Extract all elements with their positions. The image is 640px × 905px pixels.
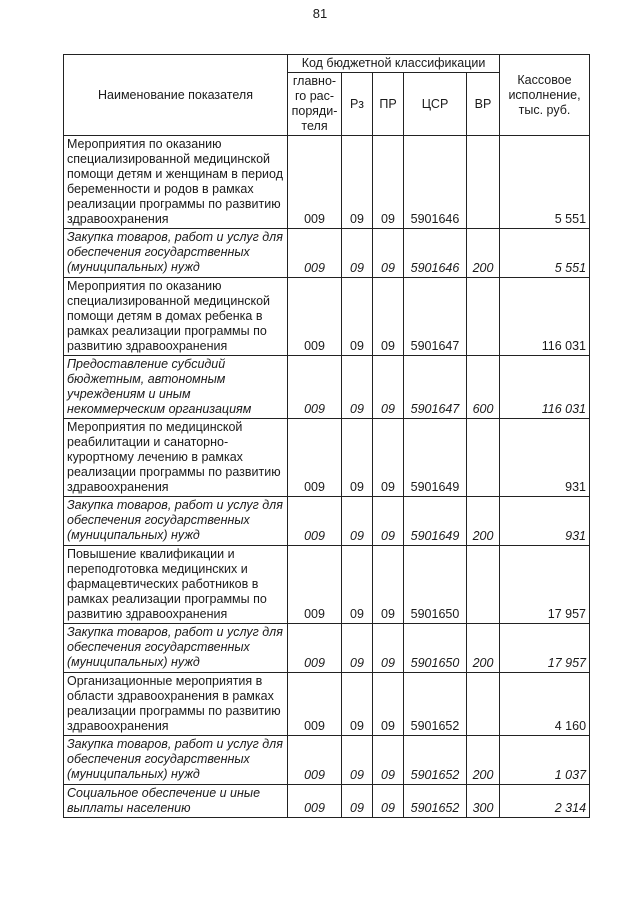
row-rz: 09: [342, 419, 373, 497]
row-gr: 009: [288, 673, 342, 736]
row-amount: 5 551: [500, 229, 590, 278]
header-pr: ПР: [373, 73, 404, 136]
row-amount: 116 031: [500, 356, 590, 419]
row-csr: 5901649: [404, 497, 467, 546]
row-rz: 09: [342, 229, 373, 278]
table-row: [64, 785, 590, 818]
row-amount: 17 957: [500, 624, 590, 673]
row-amount: 931: [500, 419, 590, 497]
row-csr: 5901652: [404, 785, 467, 818]
row-csr: 5901647: [404, 356, 467, 419]
row-pr: 09: [373, 785, 404, 818]
row-rz: 09: [342, 673, 373, 736]
row-gr: 009: [288, 136, 342, 229]
row-rz: 09: [342, 624, 373, 673]
row-amount: 5 551: [500, 136, 590, 229]
header-code-group: Код бюджетной классификации: [288, 55, 500, 73]
row-vr: 200: [467, 229, 500, 278]
row-amount: 931: [500, 497, 590, 546]
table-row: [64, 229, 590, 278]
row-gr: 009: [288, 356, 342, 419]
row-name: Социальное обеспечение и иные выплаты населению: [64, 785, 288, 818]
table-row: [64, 624, 590, 673]
row-name: Мероприятия по оказанию специализированной медицинской помощи детям и женщинам в период беременности и родов в рамках реализации программы по развитию здравоохранения: [64, 136, 288, 229]
row-vr: 200: [467, 736, 500, 785]
row-csr: 5901646: [404, 229, 467, 278]
row-rz: 09: [342, 278, 373, 356]
budget-table: [63, 54, 590, 818]
row-name: Закупка товаров, работ и услуг для обеспечения государственных (муниципальных) нужд: [64, 624, 288, 673]
row-gr: 009: [288, 229, 342, 278]
row-csr: 5901649: [404, 419, 467, 497]
row-pr: 09: [373, 624, 404, 673]
row-vr: [467, 419, 500, 497]
row-name: Закупка товаров, работ и услуг для обеспечения государственных (муниципальных) нужд: [64, 736, 288, 785]
row-gr: 009: [288, 785, 342, 818]
row-vr: [467, 546, 500, 624]
row-gr: 009: [288, 278, 342, 356]
row-name: Предоставление субсидий бюджетным, автономным учреждениям и иным некоммерческим организациям: [64, 356, 288, 419]
row-rz: 09: [342, 785, 373, 818]
row-vr: 300: [467, 785, 500, 818]
header-name: Наименование показателя: [64, 55, 288, 136]
row-vr: [467, 136, 500, 229]
row-vr: [467, 673, 500, 736]
table-row: [64, 136, 590, 229]
row-vr: 600: [467, 356, 500, 419]
row-name: Мероприятия по медицинской реабилитации и санаторно-курортному лечению в рамках реализации программы по развитию здравоохранения: [64, 419, 288, 497]
row-pr: 09: [373, 229, 404, 278]
header-amount: Кассовое исполнение, тыс. руб.: [500, 55, 590, 136]
header-csr: ЦСР: [404, 73, 467, 136]
row-name: Закупка товаров, работ и услуг для обеспечения государственных (муниципальных) нужд: [64, 229, 288, 278]
header-administrator: главно-го рас-поряди-теля: [288, 73, 342, 136]
row-pr: 09: [373, 356, 404, 419]
row-pr: 09: [373, 136, 404, 229]
row-pr: 09: [373, 736, 404, 785]
row-gr: 009: [288, 546, 342, 624]
table-row: [64, 546, 590, 624]
table-row: [64, 736, 590, 785]
row-csr: 5901646: [404, 136, 467, 229]
row-name: Повышение квалификации и переподготовка медицинских и фармацевтических работников в рамках реализации программы по развитию здравоохранения: [64, 546, 288, 624]
row-pr: 09: [373, 497, 404, 546]
row-vr: [467, 278, 500, 356]
row-vr: 200: [467, 624, 500, 673]
row-rz: 09: [342, 497, 373, 546]
row-amount: 1 037: [500, 736, 590, 785]
row-gr: 009: [288, 419, 342, 497]
page-number: 81: [312, 6, 328, 21]
row-vr: 200: [467, 497, 500, 546]
table-row: [64, 497, 590, 546]
header-vr: ВР: [467, 73, 500, 136]
row-amount: 116 031: [500, 278, 590, 356]
row-amount: 4 160: [500, 673, 590, 736]
table-row: [64, 278, 590, 356]
table-row: [64, 356, 590, 419]
row-csr: 5901652: [404, 736, 467, 785]
row-rz: 09: [342, 356, 373, 419]
table-row: [64, 673, 590, 736]
row-rz: 09: [342, 546, 373, 624]
row-pr: 09: [373, 278, 404, 356]
row-amount: 2 314: [500, 785, 590, 818]
row-csr: 5901650: [404, 624, 467, 673]
row-gr: 009: [288, 736, 342, 785]
row-pr: 09: [373, 673, 404, 736]
header-rz: Рз: [342, 73, 373, 136]
row-pr: 09: [373, 546, 404, 624]
row-rz: 09: [342, 736, 373, 785]
row-name: Мероприятия по оказанию специализированной медицинской помощи детям в домах ребенка в рамках реализации программы по развитию здравоохранения: [64, 278, 288, 356]
row-gr: 009: [288, 497, 342, 546]
row-pr: 09: [373, 419, 404, 497]
row-csr: 5901647: [404, 278, 467, 356]
row-name: Закупка товаров, работ и услуг для обеспечения государственных (муниципальных) нужд: [64, 497, 288, 546]
row-csr: 5901650: [404, 546, 467, 624]
row-gr: 009: [288, 624, 342, 673]
row-amount: 17 957: [500, 546, 590, 624]
row-rz: 09: [342, 136, 373, 229]
row-name: Организационные мероприятия в области здравоохранения в рамках реализации программы по развитию здравоохранения: [64, 673, 288, 736]
row-csr: 5901652: [404, 673, 467, 736]
table-row: [64, 419, 590, 497]
